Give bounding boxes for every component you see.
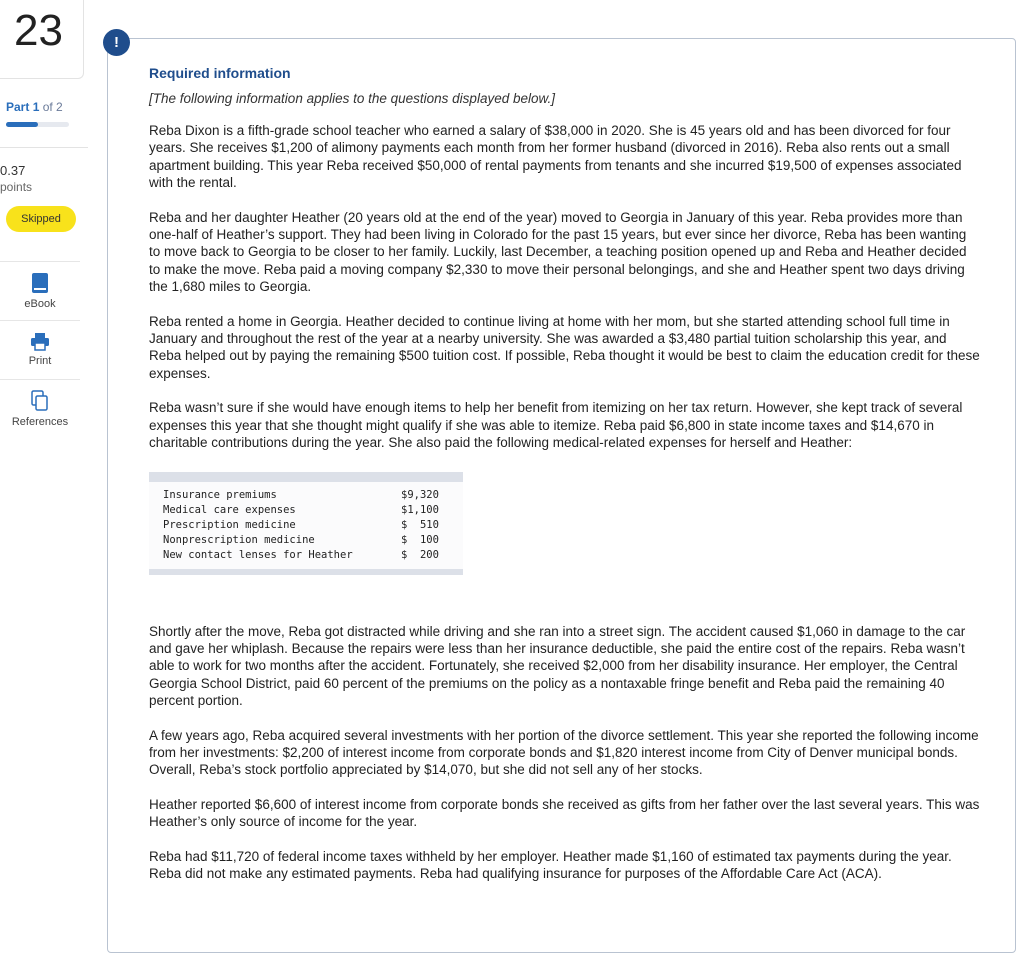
paragraph-income: Reba Dixon is a fifth-grade school teacher who earned a salary of $38,000 in 2020. She is 45 years old and has been divorced for four years. She receives $1,200 of alimony payments each month from her former husband (divorced in 2016). Reba also rents out a small apartment building. This year Reba received $50,000 of rental payments from tenants and she incurred $19,500 of expenses associated with the rental.	[149, 123, 962, 191]
paragraph-heather-income: Heather reported $6,600 of interest income from corporate bonds she received as gifts from her father over the last several years. This was Heather’s only source of income for the year.	[149, 796, 980, 830]
paragraph-accident: Shortly after the move, Reba got distracted while driving and she ran into a street sign. The accident caused $1,060 in damage to the car and gave her whiplash. Because the repairs were less than her insurance deductible, she paid the entire cost of the repairs. Reba wasn’t able to work for two months after the accident. Fortunately, she received $2,000 from her disability insurance. Her employer, the Central Georgia School District, paid 60 percent of the premiums on the policy as a nontaxable fringe benefit and Reba paid the remaining 40 percent portion.	[149, 623, 966, 709]
paragraph-education: Reba rented a home in Georgia. Heather decided to continue living at home with her mom, but she started attending school full time in January and throughout the rest of the year at a nearby university. She was awarded a $3,480 partial tuition scholarship this year, and Reba helped out by paying the remaining $500 tuition cost. If possible, Reba thought it would be best to claim the education credit for these expenses.	[149, 313, 980, 381]
expense-amount: $ 100	[401, 533, 439, 546]
alert-icon: !	[103, 29, 130, 56]
required-information-panel	[107, 38, 1016, 953]
expense-amount: $9,320	[401, 488, 439, 501]
expense-item: Prescription medicine	[163, 518, 296, 531]
expense-item: Medical care expenses	[163, 503, 296, 516]
table-row	[149, 503, 463, 518]
expense-item: Insurance premiums	[163, 488, 277, 501]
points-value: 0.37	[0, 163, 26, 178]
print-label: Print	[28, 355, 52, 367]
part-progress-bar	[6, 122, 69, 127]
part-label: Part	[6, 100, 30, 114]
paragraph-move: Reba and her daughter Heather (20 years old at the end of the year) moved to Georgia in January of this year. Reba provides more than one-half of Heather’s support. They had been living in Colorado for the past 15 years, but ever since her divorce, Reba has been wanting to move back to Georgia to be closer to her family. Luckily, last December, a teaching position opened up and Reba and Heather decided to make the move. Reba paid a moving company $2,330 to move their personal belongings, and she and Heather spent two days driving the 1,680 miles to Georgia.	[149, 209, 967, 295]
expense-amount: $ 200	[401, 548, 439, 561]
part-current: 1	[32, 100, 40, 114]
medical-expenses-table-wrap	[149, 472, 463, 575]
table-row	[149, 548, 463, 569]
documents-icon	[31, 390, 49, 412]
question-number-box	[0, 0, 84, 79]
panel-content	[149, 65, 981, 899]
ebook-button[interactable]	[0, 261, 80, 320]
paragraph-withholding: Reba had $11,720 of federal income taxes withheld by her employer. Heather made $1,160 of estimated tax payments during the year. Reba did not make any estimated payments. Reba had qualifying insurance for purposes of the Affordable Care Act (ACA).	[149, 848, 952, 881]
table-row	[149, 482, 463, 503]
expense-item: New contact lenses for Heather	[163, 548, 353, 561]
expense-item: Nonprescription medicine	[163, 533, 315, 546]
status-badge: Skipped	[6, 206, 76, 232]
ebook-label: eBook	[24, 298, 56, 310]
references-button[interactable]	[0, 379, 80, 438]
part-of: of 2	[42, 100, 63, 114]
part-indicator	[6, 100, 63, 114]
paragraph-itemize: Reba wasn’t sure if she would have enough items to help her benefit from itemizing on her tax return. However, she kept track of several expenses this year that she thought might qualify if she was able to itemize. Reba paid $6,800 in state income taxes and $14,670 in charitable contributions during the year. She also paid the following medical-related expenses for herself and Heather:	[149, 400, 963, 451]
part-progress-fill	[6, 122, 38, 127]
expense-amount: $1,100	[401, 503, 439, 516]
sidebar	[0, 0, 88, 971]
paragraph-investments: A few years ago, Reba acquired several investments with her portion of the divorce settlement. This year she reported the following income from her investments: $2,200 of interest income from corporate bonds and $1,820 interest income from City of Denver municipal bonds. Overall, Reba’s stock portfolio appreciated by $14,070, but she did not sell any of her stocks.	[149, 727, 979, 778]
print-button[interactable]	[0, 320, 80, 379]
table-row	[149, 518, 463, 533]
info-note: [The following information applies to the questions displayed below.]	[149, 91, 555, 106]
divider	[0, 147, 88, 148]
book-icon	[31, 272, 49, 294]
table-row	[149, 533, 463, 548]
points-label: points	[0, 180, 33, 194]
printer-icon	[30, 333, 50, 351]
medical-expenses-table	[149, 482, 463, 569]
question-number: 23	[14, 6, 63, 55]
required-information-title: Required information	[149, 65, 291, 81]
expense-amount: $ 510	[401, 518, 439, 531]
references-label: References	[11, 416, 69, 428]
